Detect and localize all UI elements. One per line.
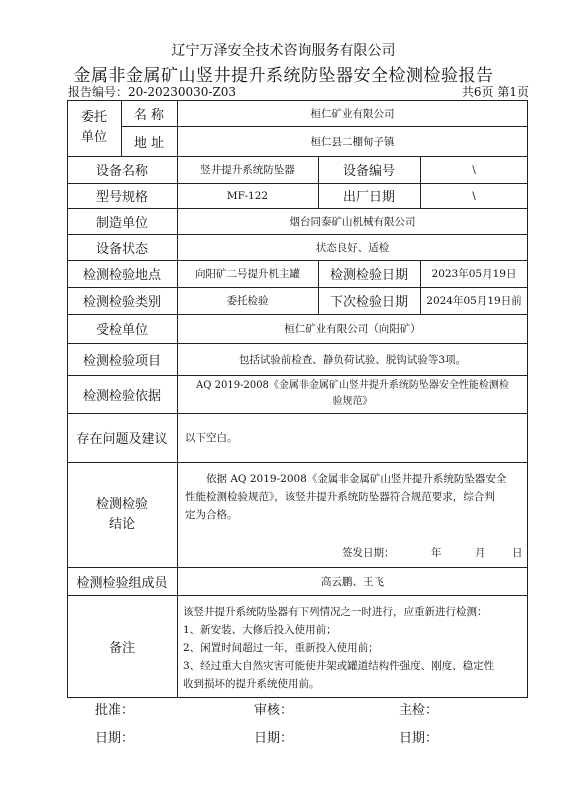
approve-label: 批准： (95, 703, 135, 718)
remarks-line-1: 该竖井提升系统防坠器有下列情况之一时进行，应重新进行检测： (183, 606, 488, 618)
examine-date-label: 日期： (399, 731, 439, 746)
location-value: 向阳矿二号提升机主罐 (195, 268, 300, 280)
conclusion-line-1: 依据 AQ 2019-2008《金属非金属矿山竖井提升系统防坠器安全 (206, 473, 507, 485)
test-date-label: 检测检验日期 (329, 268, 408, 283)
sign-day: 日 (512, 547, 523, 559)
report-number: 报告编号：20-20230030-Z03 (68, 85, 237, 99)
mfg-date-value: \ (472, 189, 476, 202)
category-label: 检测检验类别 (82, 295, 161, 310)
model-label: 型号规格 (95, 190, 148, 205)
members-label: 检测检验组成员 (76, 575, 168, 591)
remarks-line-2: 1、新安装、大修后投入使用前； (183, 624, 337, 636)
conclusion-line-3: 定为合格。 (185, 509, 238, 521)
issues-value: 以下空白。 (185, 432, 238, 444)
page-info: 共6页 第1页 (461, 85, 529, 99)
remarks-line-5: 收到损坏的提升系统使用前。 (183, 678, 320, 690)
conclusion-label: 检测检验 结论 (95, 496, 148, 532)
sign-year: 年 (431, 547, 442, 559)
category-value: 委托检验 (226, 295, 269, 307)
approve-date-label: 日期： (95, 731, 135, 746)
device-no-value: \ (472, 163, 476, 176)
device-name-value: 竖井提升系统防坠器 (200, 164, 295, 176)
report-title: 金属非金属矿山竖井提升系统防坠器安全检测检验报告 (73, 66, 494, 86)
remarks-line-4: 3、经过重大自然灾害可能使井架或罐道结构件强度、刚度、稳定性 (183, 660, 495, 672)
basis-value (177, 375, 528, 413)
test-date-value: 2023年05月19日 (431, 268, 517, 280)
device-name-label: 设备名称 (95, 164, 148, 179)
remarks-text (183, 603, 525, 693)
conclusion-text (185, 470, 523, 524)
manufacturer-value: 烟台同泰矿山机械有限公司 (289, 215, 416, 228)
sign-month: 月 (475, 547, 486, 559)
remarks-label: 备注 (108, 640, 135, 656)
location-label: 检测检验地点 (82, 268, 161, 283)
basis-line-2: 验规范》 (332, 396, 373, 407)
members-value: 高云鹏、王飞 (321, 575, 384, 588)
examine-label: 主检： (399, 703, 439, 718)
model-value: MF-122 (226, 189, 269, 202)
items-value: 包括试验前检查、静负荷试验、脱钩试验等3项。 (238, 353, 467, 366)
mfg-date-label: 出厂日期 (342, 190, 395, 205)
conclusion-line-2: 性能检测检验规范》，该竖井提升系统防坠器符合规范要求，综合判 (185, 491, 495, 503)
client-label: 委托 单位 (80, 110, 107, 145)
sign-date-label: 签发日期： (342, 547, 395, 559)
report-form-table (67, 100, 528, 698)
remarks-line-3: 2、闲置时间超过一年，重新投入使用前； (183, 642, 379, 654)
inspected-unit-value: 桓仁矿业有限公司（向阳矿） (284, 323, 421, 335)
next-date-label: 下次检验日期 (329, 295, 408, 310)
basis-label: 检测检验依据 (82, 388, 161, 404)
status-label: 设备状态 (95, 241, 148, 257)
next-date-value: 2024年05月19日前 (426, 295, 522, 307)
manufacturer-label: 制造单位 (95, 215, 148, 231)
address-label: 地 址 (133, 135, 165, 151)
status-value: 状态良好、适检 (315, 241, 390, 254)
inspected-unit-label: 受检单位 (95, 323, 148, 338)
review-label: 审核： (254, 703, 294, 718)
address-value: 桓仁县二棚甸子镇 (310, 135, 395, 148)
company-name: 辽宁万泽安全技术咨询服务有限公司 (171, 43, 396, 59)
name-value: 桓仁矿业有限公司 (310, 107, 395, 120)
review-date-label: 日期： (254, 731, 294, 746)
name-label: 名 称 (133, 107, 165, 123)
issues-label: 存在问题及建议 (76, 432, 168, 447)
basis-line-1: AQ 2019-2008《金属非金属矿山竖井提升系统防坠器安全性能检测检 (196, 380, 509, 391)
items-label: 检测检验项目 (82, 353, 161, 369)
device-no-label: 设备编号 (342, 164, 395, 179)
